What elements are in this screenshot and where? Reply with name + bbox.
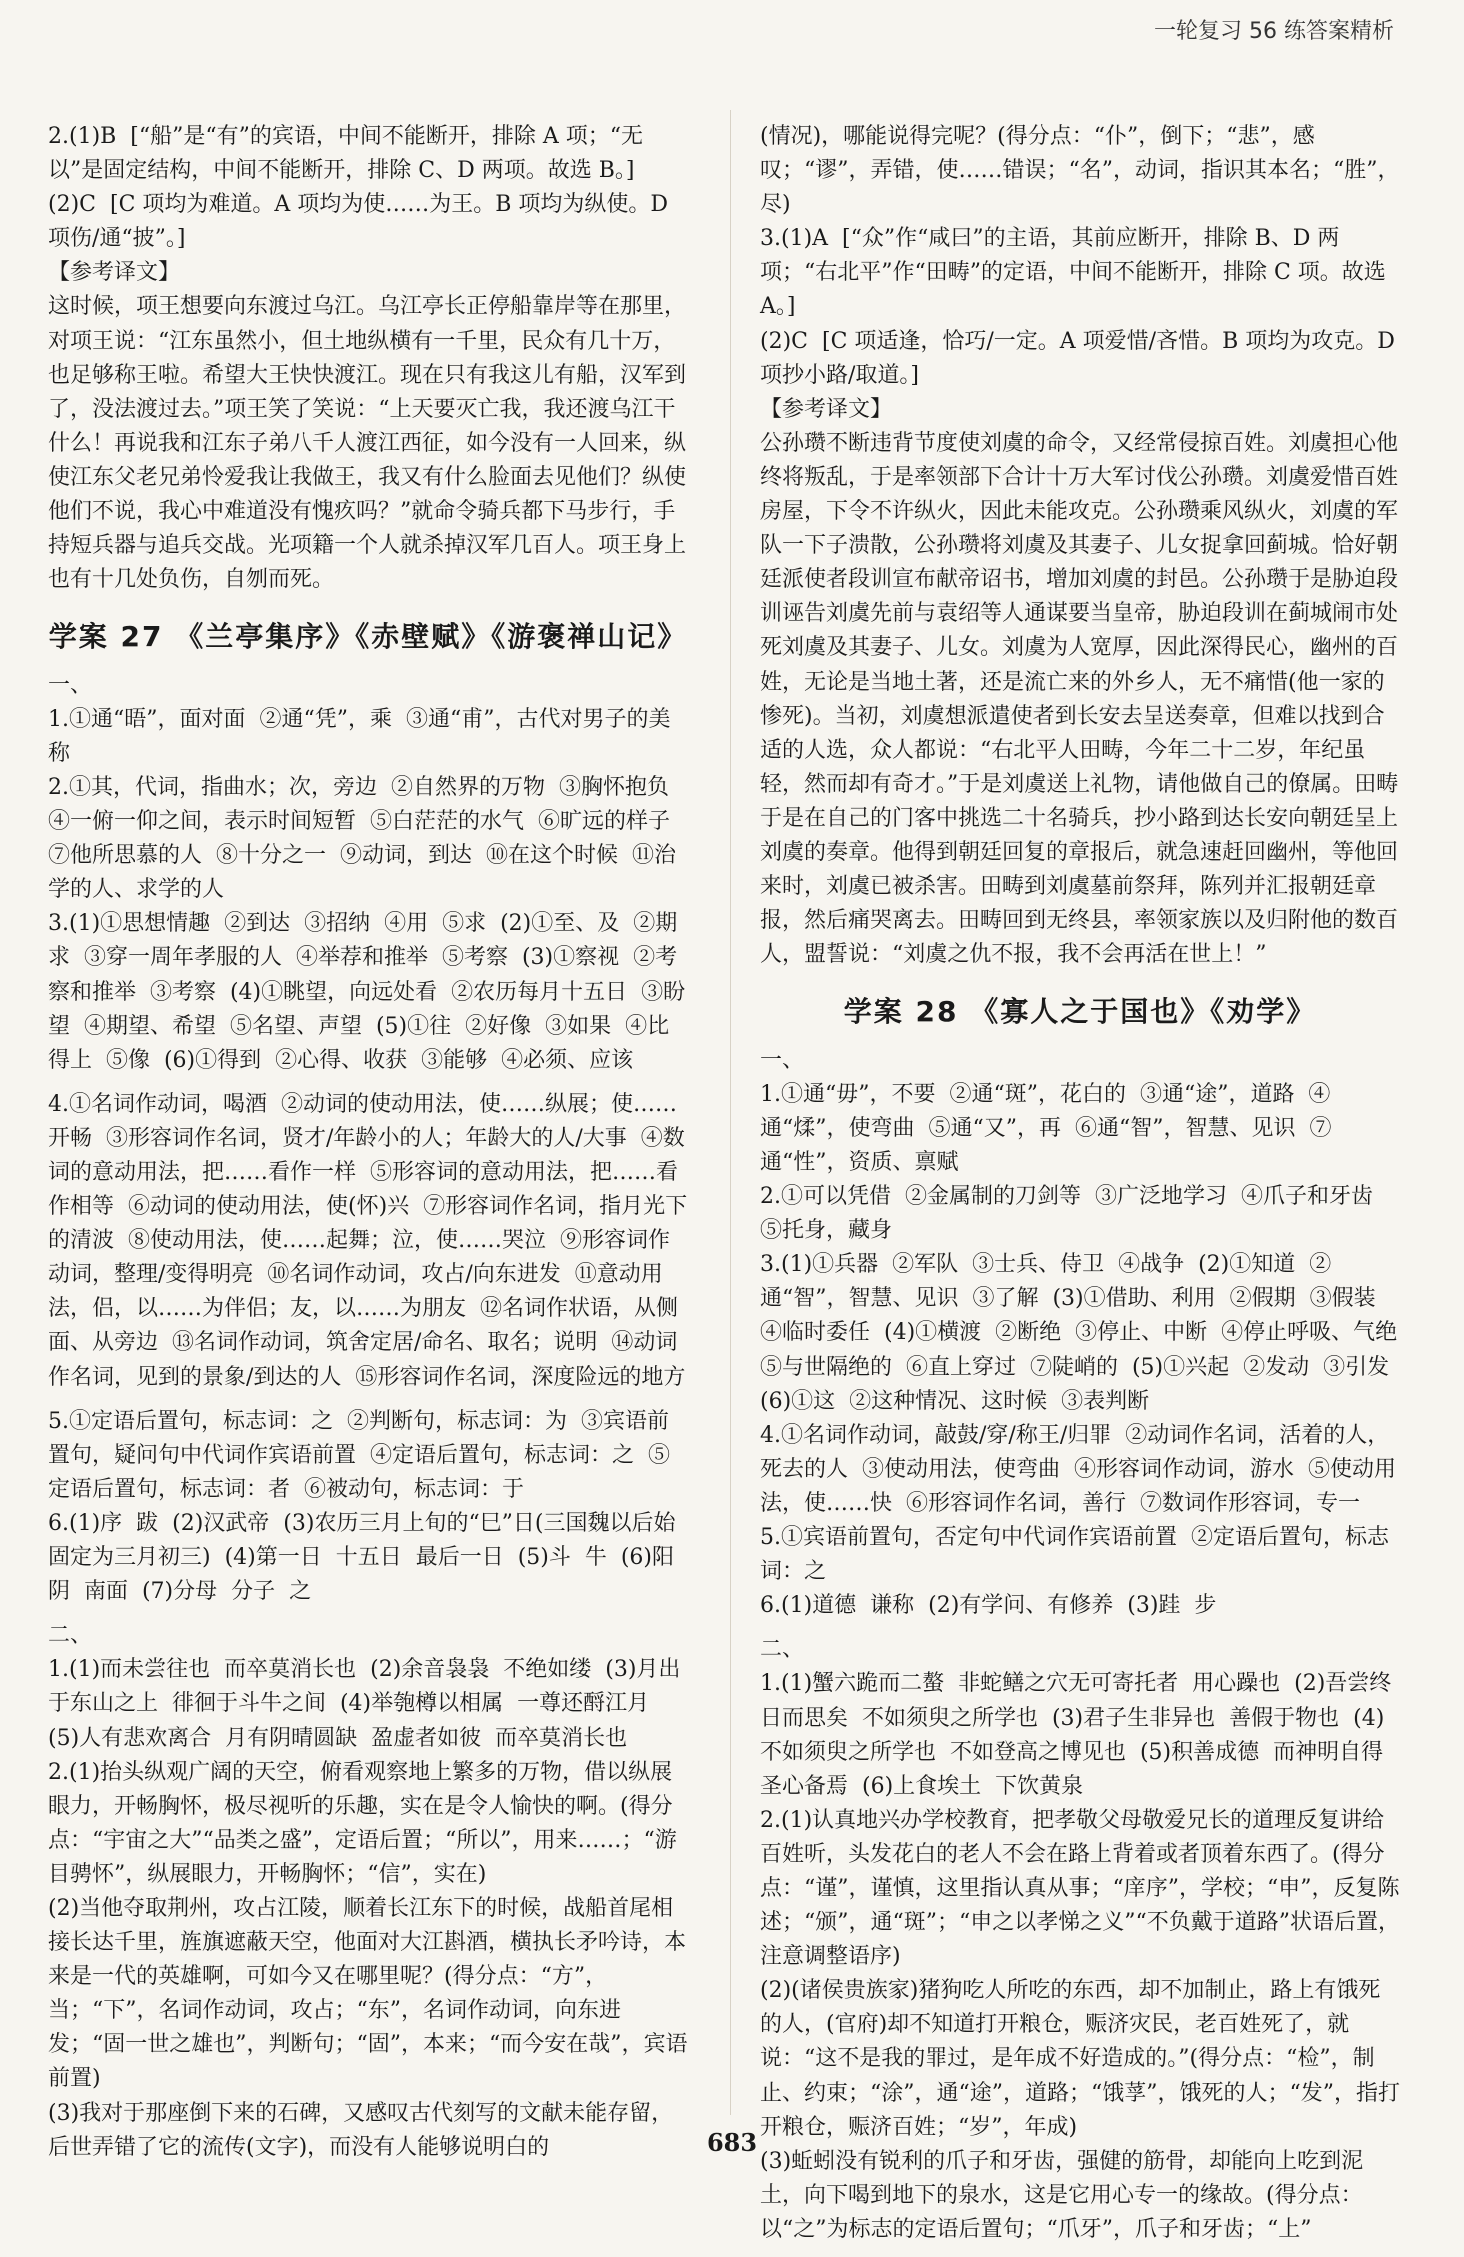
- section-28-part1: 一、 1.①通“毋”，不要 ②通“斑”，花白的 ③通“途”，道路 ④通“煣”，使弯曲 ⑤通“又”，再 ⑥通“智”，智慧、见识 ⑦通“性”，资质、禀赋 2.①可以凭借 ②金属制的刀剑等 ③广泛地学习 ④爪子和牙齿 ⑤托身，藏身 3.(1)①兵器 ②军队 ③士兵、侍卫 ④战争 (2)①知道 ②通“智”，智慧、见识 ③了解 (3)①借助、利用 ②假期 ③假装 ④临时委任 (4)①横渡 ②断绝 ③停止、中断 ④停止呼吸、气绝 ⑤与世隔绝的 ⑥直上穿过 ⑦陡峭的 (5)①兴起 ②发动 ③引发 (6)①这 ②这种情况、这时候 ③表判断 4.①名词作动词，敲鼓/穿/称王/归罪 ②动词作名词，活着的人，死去的人 ③使动用法，使弯曲 ④形容词作动词，游水 ⑤使动用法，使……快 ⑥形容词作名词，善行 ⑦数词作形容词，专一 5.①宾语前置句，否定句中代词作宾语前置 ②定语后置句，标志词：之 6.(1)道德 谦称 (2)有学问、有修养 (3)跬 步: [760, 1047, 1398, 1619]
- answer-block-continued: (情况)，哪能说得完呢？(得分点：“仆”，倒下；“悲”，感叹；“谬”，弄错，使……错误；“名”，动词，指识其本名；“胜”，尽) 3.(1)A [“众”作“咸曰”的主语，其前应断开，排除 B、D 两项；“右北平”作“田畴”的定语，中间不能断开，排除 C 项。故选 A。] (2)C [C 项适逢，恰巧/一定。A 项爱惜/吝惜。B 项均为攻克。D 项抄小路/取道。] 【参考译文】 公孙瓒不断违背节度使刘虞的命令，又经常侵掠百姓。刘虞担心他终将叛乱，于是率领部下合计十万大军讨伐公孙瓒。刘虞爱惜百姓房屋，下令不许纵火，因此未能攻克。公孙瓒乘风纵火，刘虞的军队一下子溃散，公孙瓒将刘虞及其妻子、儿女捉拿回蓟城。恰好朝廷派使者段训宣布献帝诏书，增加刘虞的封邑。公孙瓒于是胁迫段训诬告刘虞先前与袁绍等人通谋要当皇帝，胁迫段训在蓟城闹市处死刘虞及其妻子、儿女。刘虞为人宽厚，因此深得民心，幽州的百姓，无论是当地土著，还是流亡来的外乡人，无不痛惜(他一家的惨死)。当初，刘虞想派遣使者到长安去呈送奏章，但难以找到合适的人选，众人都说：“右北平人田畴，今年二十二岁，年纪虽轻，然而却有奇才。”于是刘虞送上礼物，请他做自己的僚属。田畴于是在自己的门客中挑选二十名骑兵，抄小路到达长安向朝廷呈上刘虞的奏章。他得到朝廷回复的章报后，就急速赶回幽州，等他回来时，刘虞已被杀害。田畴到刘虞墓前祭拜，陈列并汇报朝廷章报，然后痛哭离去。田畴回到无终县，率领家族以及归附他的数百人，盟誓说：“刘虞之仇不报，我不会再活在世上！”: [760, 124, 1400, 968]
- column-divider: [730, 110, 731, 2115]
- section-title-28: 学案 28 《寡人之于国也》《劝学》: [843, 995, 1317, 1029]
- page-number: 683: [706, 2128, 758, 2157]
- right-column: [760, 120, 1400, 2257]
- left-column: [48, 120, 688, 2175]
- section-28-part2: 二、 1.(1)蟹六跪而二螯 非蛇鳝之穴无可寄托者 用心躁也 (2)吾尝终日而思矣 不如须臾之所学也 (3)君子生非异也 善假于物也 (4)不如须臾之所学也 不如登高之博见也 (5)积善成德 而神明自得 圣心备焉 (6)上食埃土 下饮黄泉 2.(1)认真地兴办学校教育，把孝敬父母敬爱兄长的道理反复讲给百姓听，头发花白的老人不会在路上背着或者顶着东西了。(得分点：“谨”，谨慎，这里指认真从事；“庠序”，学校；“申”，反复陈述；“颁”，通“斑”；“申之以孝悌之义”“不负戴于道路”状语后置，注意调整语序) (2)(诸侯贵族家)猪狗吃人所吃的东西，却不加制止，路上有饿死的人，(官府)却不知道打开粮仓，赈济灾民，老百姓死了，就说：“这不是我的罪过，是年成不好造成的。”(得分点：“检”，制止、约束；“涂”，通“途”，道路；“饿莩”，饿死的人；“发”，指打开粮仓，赈济百姓；“岁”，年成) (3)蚯蚓没有锐利的爪子和牙齿，强健的筋骨，却能向上吃到泥土，向下喝到地下的泉水，这是它用心专一的缘故。(得分点：以“之”为标志的定语后置句；“爪牙”，爪子和牙齿；“上”: [760, 1637, 1400, 2242]
- answer-block-2: 2.(1)B [“船”是“有”的宾语，中间不能断开，排除 A 项；“无以”是固定结构，中间不能断开，排除 C、D 两项。故选 B。] (2)C [C 项均为难道。A 项均为使……为王。B 项均为纵使。D 项伤/通“披”。] 【参考译文】 这时候，项王想要向东渡过乌江。乌江亭长正停船靠岸等在那里，对项王说：“江东虽然小，但土地纵横有一千里，民众有几十万，也足够称王啦。希望大王快快渡江。现在只有我这儿有船，汉军到了，没法渡过去。”项王笑了笑说：“上天要灭亡我，我还渡乌江干什么！再说我和江东子弟八千人渡江西征，如今没有一人回来，纵使江东父老兄弟怜爱我让我做王，我又有什么脸面去见他们？纵使他们不说，我心中难道没有愧疚吗？”就命令骑兵都下马步行，手持短兵器与追兵交战。光项籍一个人就杀掉汉军几百人。项王身上也有十几处负伤，自刎而死。: [48, 124, 687, 593]
- section-27-part1: 一、 1.①通“晤”，面对面 ②通“凭”，乘 ③通“甫”，古代对男子的美称 2.①其，代词，指曲水；次，旁边 ②自然界的万物 ③胸怀抱负 ④一俯一仰之间，表示时间短暂 ⑤白茫茫的水气 ⑥旷远的样子 ⑦他所思慕的人 ⑧十分之一 ⑨动词，到达 ⑩在这个时候 ⑪治学的人、求学的人 3.(1)①思想情趣 ②到达 ③招纳 ④用 ⑤求 (2)①至、及 ②期求 ③穿一周年孝服的人 ④举荐和推举 ⑤考察 (3)①察视 ②考察和推举 ③考察 (4)①眺望，向远处看 ②农历每月十五日 ③盼望 ④期望、希望 ⑤名望、声望 (5)①往 ②好像 ③如果 ④比得上 ⑤像 (6)①得到 ②心得、收获 ③能够 ④必须、应该: [48, 672, 686, 1073]
- running-header: 一轮复习 56 练答案精析: [1154, 19, 1394, 44]
- section-27-part2: 4.①名词作动词，喝酒 ②动词的使动用法，使……纵展；使……开畅 ③形容词作名词，贤才/年龄小的人；年龄大的人/大事 ④数词的意动用法，把……看作一样 ⑤形容词的意动用法，把……看作相等 ⑥动词的使动用法，使(怀)兴 ⑦形容词作名词，指月光下的清波 ⑧使动用法，使……起舞；泣，使……哭泣 ⑨形容词作动词，整理/变得明亮 ⑩名词作动词，攻占/向东进发 ⑪意动用法，侣，以……为伴侣；友，以……为朋友 ⑫名词作状语，从侧面、从旁边 ⑬名词作动词，筑舍定居/命名、取名；说明 ⑭动词作名词，见到的景象/到达的人 ⑮形容词作名词，深度险远的地方: [48, 1091, 688, 1390]
- section-27-part4: 二、 1.(1)而未尝往也 而卒莫消长也 (2)余音袅袅 不绝如缕 (3)月出于东山之上 徘徊于斗牛之间 (4)举匏樽以相属 一尊还酹江月 (5)人有悲欢离合 月有阴晴圆缺 盈虚者如彼 而卒莫消长也 2.(1)抬头纵观广阔的天空，俯看观察地上繁多的万物，借以纵展眼力，开畅胸怀，极尽视听的乐趣，实在是令人愉快的啊。(得分点：“宇宙之大”“品类之盛”，定语后置；“所以”，用来……；“游目骋怀”，纵展眼力，开畅胸怀；“信”，实在) (2)当他夺取荆州，攻占江陵，顺着长江东下的时候，战船首尾相接长达千里，旌旗遮蔽天空，他面对大江斟酒，横执长矛吟诗，本来是一代的英雄啊，可如今又在哪里呢？(得分点：“方”，当；“下”，名词作动词，攻占；“东”，名词作动词，向东进发；“固一世之雄也”，判断句；“固”，本来；“而今安在哉”，宾语前置) (3)我对于那座倒下来的石碑，又感叹古代刻写的文献未能存留，后世弄错了它的流传(文字)，而没有人能够说明白的: [48, 1623, 688, 2160]
- section-title-27: 学案 27 《兰亭集序》《赤壁赋》《游褒禅山记》: [48, 620, 688, 654]
- section-27-part3: 5.①定语后置句，标志词：之 ②判断句，标志词：为 ③宾语前置句，疑问句中代词作宾语前置 ④定语后置句，标志词：之 ⑤定语后置句，标志词：者 ⑥被动句，标志词：于 6.(1)序 跋 (2)汉武帝 (3)农历三月上旬的“巳”日(三国魏以后始固定为三月初三) (4)第一日 十五日 最后一日 (5)斗 牛 (6)阳 阴 南面 (7)分母 分子 之: [48, 1408, 676, 1605]
